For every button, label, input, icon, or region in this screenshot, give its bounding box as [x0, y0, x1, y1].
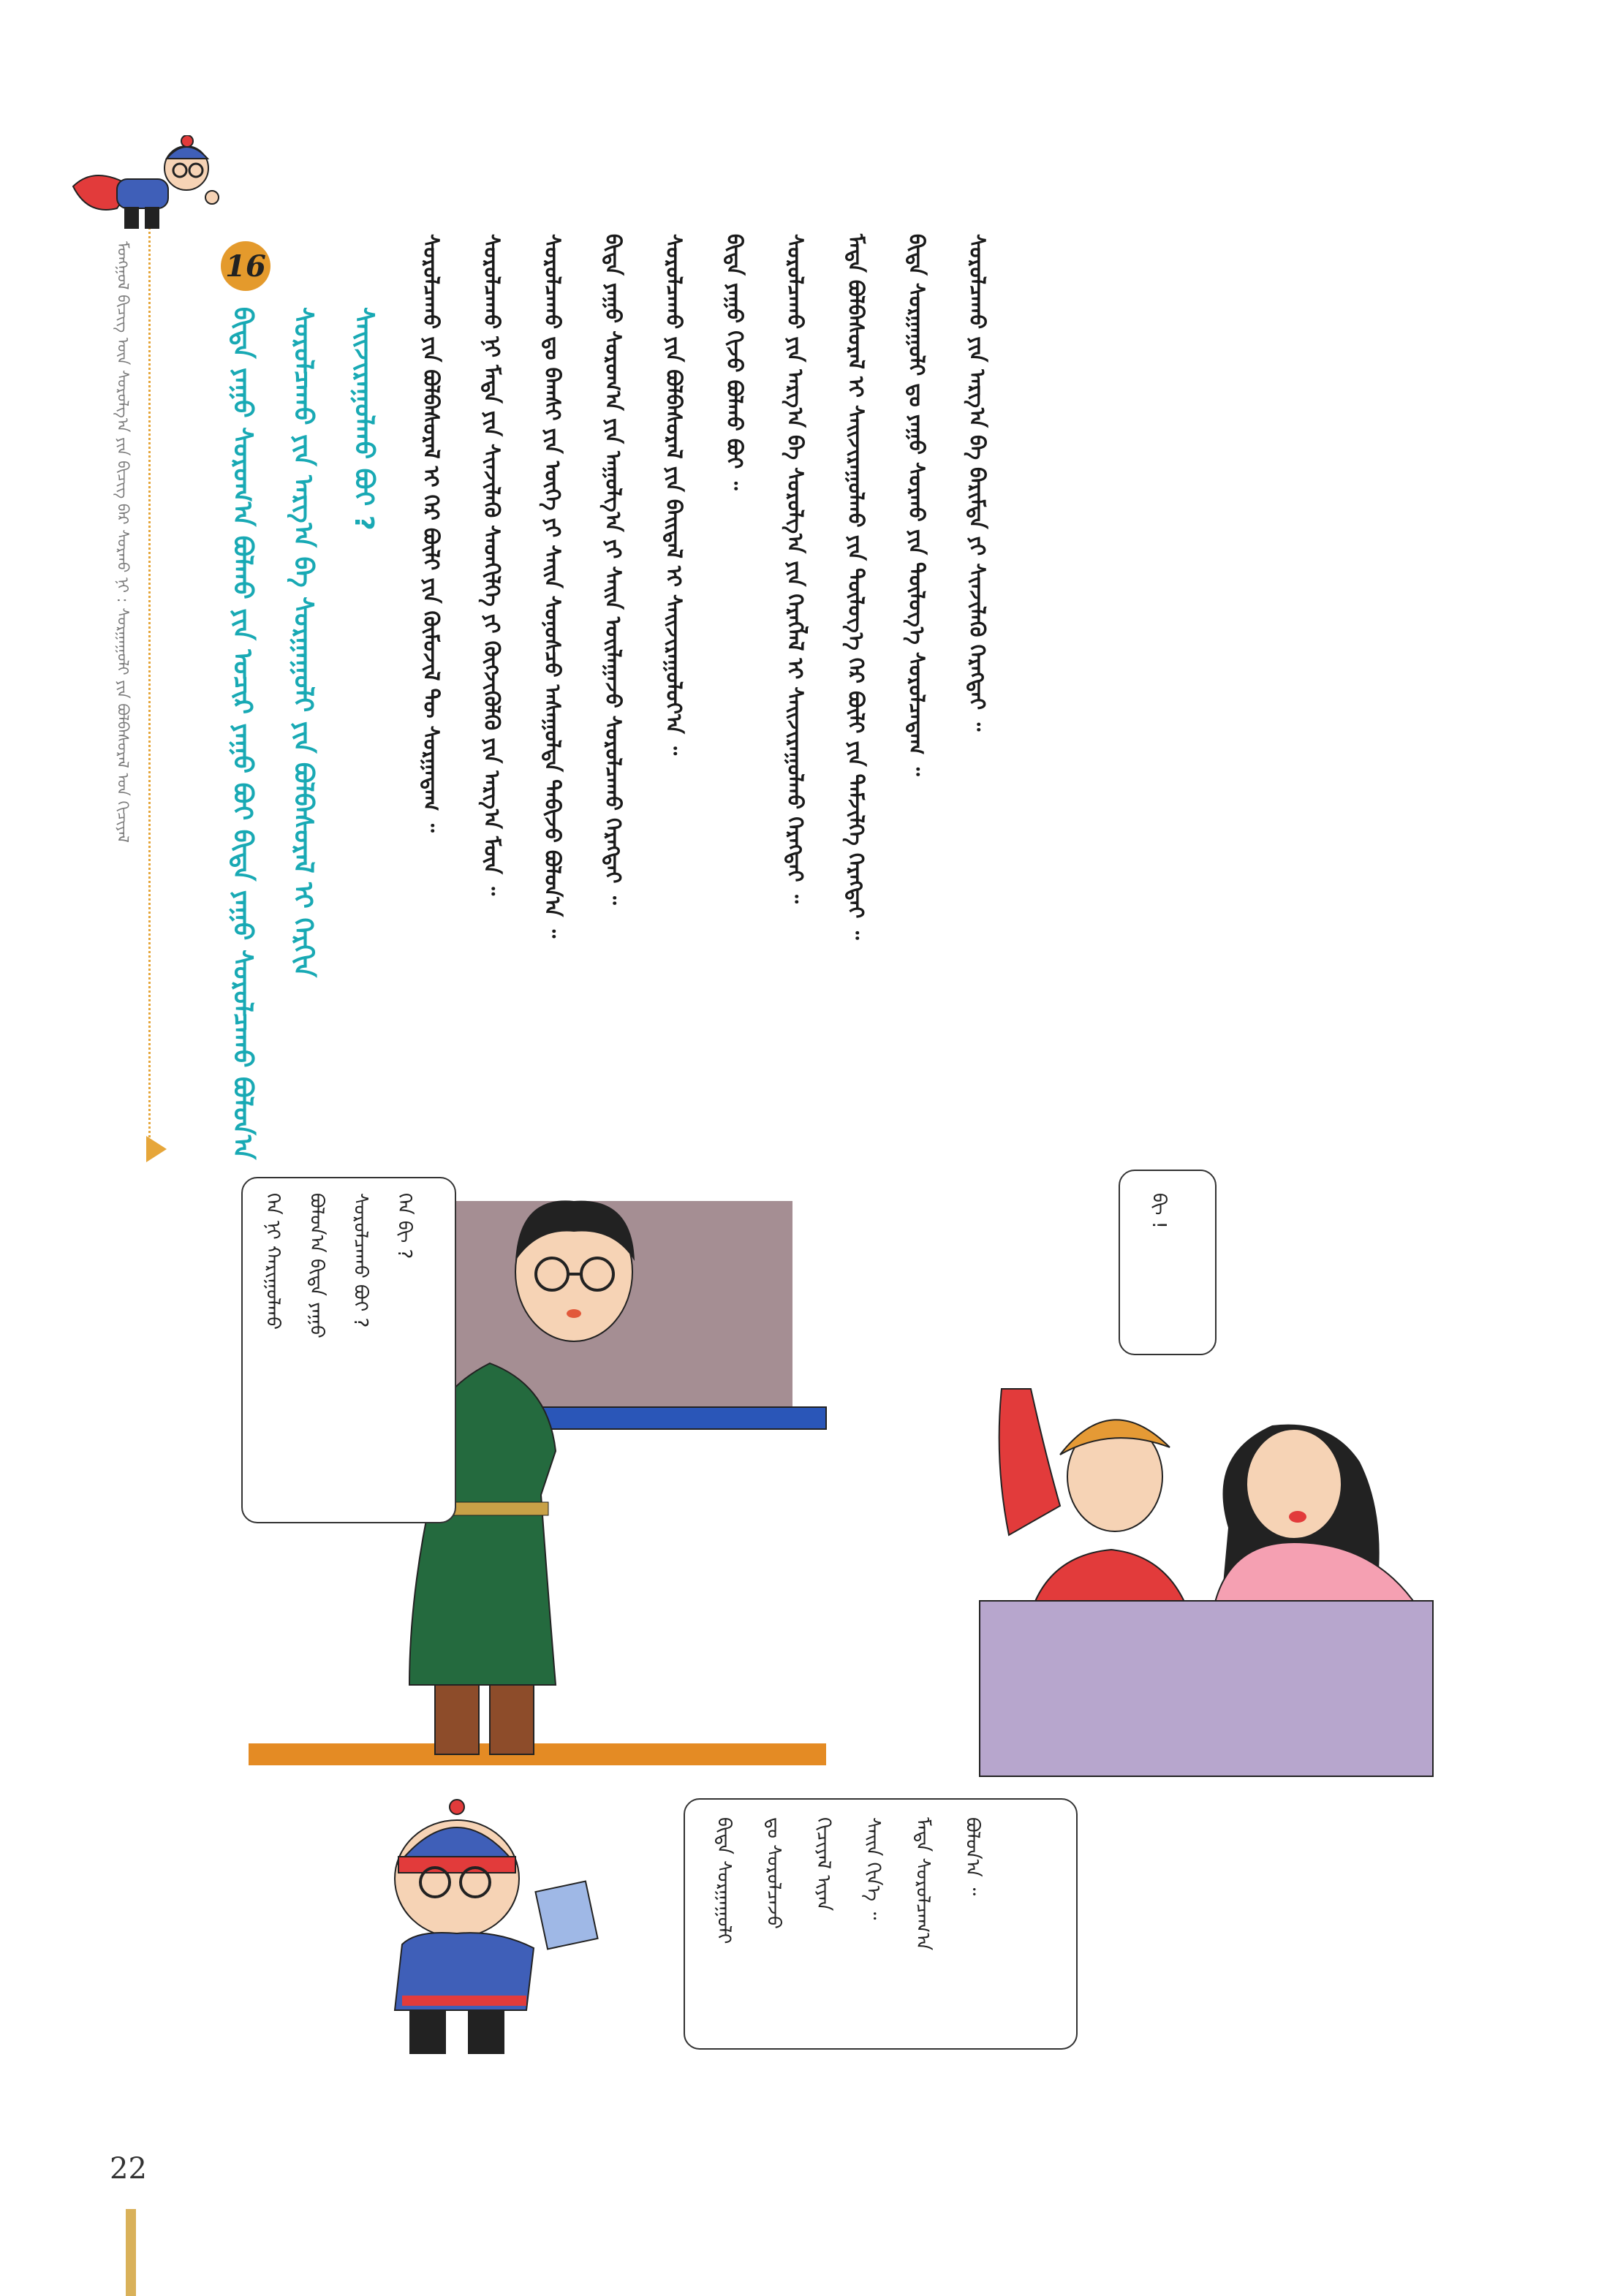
teacher-bubble-line: ᠬᠡᠨ ᠪᠢ ?	[393, 1193, 415, 1259]
teacher-bubble-line: ᠬᠡᠨ ᠨᠢ ᠬᠠᠷᠢᠭᠤᠯᠬᠤ	[262, 1193, 284, 1330]
boy-scene	[358, 1791, 614, 2061]
body-line: ᠰᠤᠷᠤᠯᠴᠠᠬᠤ ᠶᠢᠨ ᠠᠷᠭ᠎ᠠ ᠪᠠ ᠪᠠᠷᠢᠮᠲᠠ ᠶᠢ ᠰᠢᠨᠵᠢᠯᠡᠬᠦ ᠬᠡᠷᠡᠭᠲᠡᠢ ᠃	[965, 234, 990, 732]
boy-bubble-line: ᠪᠣᠯᠤᠨ᠎ᠠ ᠃	[961, 1817, 983, 1896]
title-line: ᠰᠤᠷᠤᠯᠴᠠᠬᠤ ᠶᠢᠨ ᠠᠷᠭ᠎ᠠ ᠪᠠ ᠰᠤᠷᠭᠠᠭᠤᠯᠢ ᠶᠢᠨ ᠪᠣᠯᠪᠠᠰᠤᠷᠠᠯ ᠢ ᠬᠡᠷᠬᠢᠨ	[288, 307, 318, 977]
body-text	[413, 234, 996, 1133]
student-bubble-line: ᠪᠢ !	[1148, 1193, 1170, 1230]
lesson-number-badge: 16	[221, 241, 270, 291]
header-triangle-marker	[146, 1136, 167, 1162]
header-dotted-rule	[148, 219, 151, 1155]
teacher-bubble-line: ᠪᠣᠯᠤᠨ᠎ᠠ ᠪᠢᠳᠡ ᠶᠠᠭᠤ	[306, 1193, 328, 1338]
body-line: ᠰᠤᠷᠤᠯᠴᠠᠬᠤ ᠶᠢᠨ ᠠᠷᠭ᠎ᠠ ᠪᠠ ᠰᠤᠷᠤᠯᠭ᠎ᠠ ᠶᠢᠨ ᠬᠡᠷᠡᠭᠯᠡᠯ ᠢ ᠰᠠᠢᠵᠢᠷᠠᠭᠤᠯᠬᠤ ᠬᠡᠷᠡᠭᠲᠡᠢ ᠃	[783, 234, 808, 903]
body-line: ᠪᠢᠳᠡ ᠶᠠᠭᠤ ᠬᠢᠵᠦ ᠪᠣᠯᠬᠤ ᠪᠤᠢ ᠃	[722, 234, 747, 490]
body-line: ᠰᠤᠷᠤᠯᠴᠠᠬᠤ ᠳᠤ ᠪᠠᠭᠰᠢ ᠶᠢᠨ ᠦᠭᠡ ᠶᠢ ᠰᠠᠢᠨ ᠰᠣᠨᠣᠰᠴᠤ ᠠᠰᠠᠭᠤᠯᠲᠠ ᠲᠠᠪᠢᠵᠤ ᠪᠣᠯᠤᠨ᠎ᠠ ᠃	[540, 234, 565, 939]
body-line: ᠮᠠᠲᠠ ᠪᠣᠯᠪᠠᠰᠤᠷᠠᠯ ᠢ ᠰᠠᠢᠵᠢᠷᠠᠭᠤᠯᠬᠤ ᠶᠢᠨ ᠲᠥᠯᠥᠭ᠎ᠡ ᠭᠡᠷ ᠪᠦᠯᠢ ᠶᠢᠨ ᠳᠡᠮᠵᠢᠯᠭᠡ ᠬᠡᠷᠡᠭᠲᠡᠢ ᠃	[844, 234, 869, 940]
body-line: ᠰᠤᠷᠤᠯᠴᠠᠬᠤ ᠨᠢ ᠮᠠᠲᠠ ᠶᠢᠨ ᠰᠢᠨᠵᠢᠯᠡᠬᠦ ᠰᠡᠳᠬᠢᠯᠭᠡ ᠶᠢ ᠬᠦᠭᠵᠢᠭᠦᠯᠬᠦ ᠶᠢᠨ ᠠᠷᠭ᠎ᠠ ᠮᠥᠨ ᠃	[480, 234, 504, 896]
boy-bubble-line: ᠬᠢᠴᠢᠶᠡᠯ ᠢᠶᠡᠨ	[812, 1817, 834, 1912]
page-number: 22	[110, 2152, 147, 2186]
page-edge-bar	[126, 2209, 136, 2296]
running-head: ᠮᠣᠩᠭᠣᠯ ᠪᠢᠴᠢᠭ ᠦᠨ ᠰᠤᠷᠤᠯᠭ᠎ᠠ ᠶᠢᠨ ᠪᠢᠴᠢᠭ ᠪᠠᠷ ᠰᠤᠷᠬᠤ ᠨᠢ : ᠰᠤᠷᠭᠠᠭᠤᠯᠢ ᠶᠢᠨ ᠪᠣᠯᠪᠠᠰᠤᠷᠠᠯ ᠤᠨ ᠬᠢᠴᠢᠶᠡᠯ	[114, 241, 132, 843]
boy-bubble-line: ᠮᠠᠲᠠ ᠰᠤᠷᠤᠯᠴᠠᠭ᠎ᠠ	[912, 1817, 934, 1951]
body-line: ᠰᠤᠷᠤᠯᠴᠠᠬᠤ ᠶᠢᠨ ᠪᠣᠯᠪᠠᠰᠤᠷᠠᠯ ᠢ ᠭᠡᠷ ᠪᠦᠯᠢ ᠶᠢᠨ ᠬᠦᠮᠦᠵᠢᠯ ᠲᠦ ᠰᠤᠷᠭᠠᠳᠠᠭ ᠃	[419, 234, 444, 833]
teacher-bubble-line: ᠰᠤᠷᠤᠯᠴᠠᠬᠤ ᠪᠤᠢ ?	[349, 1193, 371, 1328]
students-illustration	[965, 1345, 1440, 1784]
title-line: ᠰᠠᠢᠵᠢᠷᠠᠭᠤᠯᠬᠤ ᠪᠤᠢ ?	[349, 307, 379, 531]
title-line: ᠪᠢᠳᠡ ᠶᠠᠭᠤ ᠰᠤᠷᠤᠭ᠎ᠠ ᠪᠣᠯᠬᠤ ᠶᠢᠨ ᠤᠴᠢᠷ ᠶᠠᠭᠤ ᠪᠤᠢ ᠪᠢᠳᠡ ᠶᠠᠭᠤ ᠰᠤᠷᠤᠯᠴᠠᠬᠤ ᠪᠣᠯᠤᠨ᠎ᠠ	[227, 307, 257, 1160]
body-line: ᠪᠢᠳᠡ ᠰᠤᠷᠭᠠᠭᠤᠯᠢ ᠳᠤ ᠶᠠᠭᠤ ᠰᠤᠷᠬᠤ ᠶᠢᠨ ᠲᠥᠯᠥᠭ᠎ᠡ ᠰᠤᠷᠤᠯᠴᠠᠳᠠᠭ ᠃	[904, 234, 929, 776]
flying-mascot-illustration	[66, 135, 219, 252]
student-speech-bubble	[1119, 1170, 1217, 1355]
boy-bubble-line: ᠪᠢᠳᠡ ᠰᠤᠷᠭᠠᠭᠤᠯᠢ	[713, 1817, 735, 1944]
boy-speech-bubble	[684, 1798, 1078, 2050]
body-line: ᠪᠢᠳᠡ ᠶᠠᠭᠤ ᠰᠤᠷᠤᠭ᠎ᠠ ᠶᠢᠨ ᠠᠭᠤᠯᠭ᠎ᠠ ᠶᠢ ᠰᠠᠢᠨ ᠣᠢᠯᠠᠭᠠᠵᠤ ᠰᠤᠷᠤᠯᠴᠠᠬᠤ ᠬᠡᠷᠡᠭᠲᠡᠢ ᠃	[601, 234, 626, 905]
lesson-title	[219, 307, 387, 1160]
boy-bubble-line: ᠳᠤ ᠰᠤᠷᠤᠯᠴᠠᠵᠤ	[763, 1817, 784, 1929]
teacher-speech-bubble	[241, 1177, 456, 1523]
boy-bubble-line: ᠰᠠᠢᠨ ᠬᠢᠨ᠎ᠡ ᠃	[862, 1817, 884, 1920]
students-scene	[965, 1345, 1440, 1784]
body-line: ᠰᠤᠷᠤᠯᠴᠠᠬᠤ ᠶᠢᠨ ᠪᠣᠯᠪᠠᠰᠤᠷᠠᠯ ᠶᠢᠨ ᠪᠠᠢᠳᠠᠯ ᠢ ᠰᠠᠢᠵᠢᠷᠠᠭᠤᠯᠤᠶ᠎ᠠ ᠃	[662, 234, 686, 756]
boy-with-card-illustration	[358, 1791, 614, 2061]
